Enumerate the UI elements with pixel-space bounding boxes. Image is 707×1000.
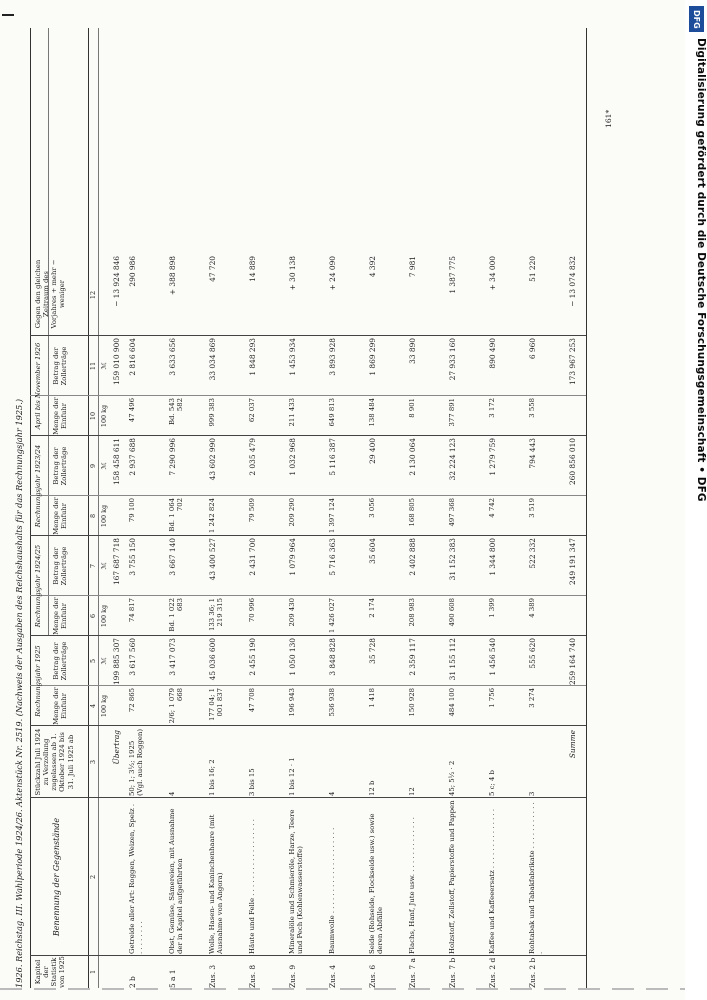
row-g2-menge: 1 426 027 [328,598,336,634]
column-number: 1 [89,969,97,975]
row-g3-menge: 79 509 [248,498,256,523]
header-group1: Rechnungsjahr 1925 [34,645,42,717]
row-g3-menge: 79 100 [128,498,136,523]
row-g1-betrag: 2 359 117 [408,638,417,676]
row-g4-menge: 47 496 [128,398,136,423]
column-number: 7 [89,563,97,569]
row-stueckzahl: 3 bis 15 [248,768,256,796]
header-group4: April bis November 1926 [34,342,42,430]
row-g4-menge: 3 558 [528,398,536,418]
header-benennung: Benennung der Gegenstände [52,817,61,937]
row-difference: 7 981 [408,256,417,278]
row-g4-betrag: 3 633 656 [168,338,177,376]
row-g2-menge: 1 399 [488,598,496,618]
header-menge-3: Menge der Einfuhr [52,497,69,535]
row-g4-menge: 649 813 [328,398,336,427]
row-description: Baumwolle . . . . . . . . . . . . . . . . . . . . [328,827,336,954]
column-number: 12 [89,290,97,300]
row-g2-betrag: 3 755 150 [128,538,137,576]
row-stueckzahl: 45; 5¹⁄₂ · 2 [448,760,456,796]
row-difference: 51 220 [528,256,537,282]
row-kapitel: Zus. 2 b [528,958,537,988]
row-g3-betrag: 43 602 990 [208,438,217,481]
row-difference: + 388 898 [168,256,177,296]
unit-mark-2: ℳ [100,562,108,570]
row-g1-betrag: 2 455 190 [248,638,257,676]
row-g1-menge: 177 04; 1 001 837 [208,688,225,722]
dfg-banner-text: Digitalisierung gefördert durch die Deutsche Forschungsgemeinschaft • DFG [695,38,707,502]
unit-mark-3: ℳ [100,462,108,470]
row-g3-menge: 209 290 [288,498,296,527]
row-g3-betrag: 1 279 759 [488,438,497,476]
row-stueckzahl: 1 bis 12 · 1 [288,757,296,796]
header-stueckzahl: Stückzahl Juli 1924 zu Verzollung zugelassen ab 1. Oktober 1924 bis 31. Juli 1925 ab [34,728,75,796]
row-g2-betrag: 5 716 363 [328,538,337,576]
header-menge-1: Menge der Einfuhr [52,687,69,725]
row-g1-betrag: 35 728 [368,638,377,664]
row-g2-betrag: 35 604 [368,538,377,564]
header-diff: Gegen den gleichen Zeitraum des Vorjahres + mehr − weniger [34,259,67,329]
row-g3-betrag: 2 130 064 [408,438,417,476]
header-betrag-1: Betrag der Zollerträge [52,641,69,681]
row-g2-betrag: 1 079 964 [288,538,297,576]
row-difference: 47 720 [208,256,217,282]
row-description: Wolle, Hasen- und Kaninchenhaare (mit Ausnahme von Angora) [208,814,225,954]
row-description: Häute und Felle . . . . . . . . . . . . . . . . . . [248,819,256,954]
row-g4-menge: 377 891 [448,398,456,427]
row-description: Holzstoff, Zellstoff, Papierstoffe und Pappen [448,800,456,954]
column-number: 11 [89,361,97,371]
row-g2-betrag: 2 402 888 [408,538,417,576]
row-stueckzahl: 3 [528,791,536,796]
dfg-logo: DFG [689,6,704,32]
row-kapitel: 2 b [128,976,137,988]
row-g4-menge: 999 383 [208,398,216,427]
header-betrag-3: Betrag der Zollerträge [52,446,69,486]
row-g1-menge: 196 943 [288,688,296,717]
row-g2-betrag: 522 332 [528,538,537,569]
row-g3-menge: 3 519 [528,498,536,518]
row-g1-betrag: 555 620 [528,638,537,669]
row-g2-menge: 74 817 [128,598,136,623]
row-difference: + 24 090 [328,256,337,291]
row-stueckzahl: 12 [408,787,416,796]
row-kapitel: 5 a 1 [168,969,177,988]
total-label: Summe [568,730,577,759]
total-g4: 173 967 253 [568,338,577,386]
row-kapitel: Zus. 2 d [488,958,497,988]
row-description: Flachs, Hanf, Jute usw. . . . . . . . . . . . . . [408,817,416,954]
column-number: 9 [89,463,97,469]
column-number: 6 [89,613,97,619]
header-betrag-4: Betrag der Zollerträge [52,346,69,386]
row-difference: 1 387 775 [448,256,457,294]
carry-label: Übertrag [112,730,121,765]
row-kapitel: Zus. 4 [328,964,337,988]
row-stueckzahl: 1 bis 16; 2 [208,759,216,796]
row-g3-menge: 497 368 [448,498,456,527]
row-g4-menge: 138 484 [368,398,376,427]
row-g3-betrag: 1 032 968 [288,438,297,476]
column-number: 4 [89,703,97,709]
row-g4-betrag: 1 848 293 [248,338,257,376]
row-g4-betrag: 6 960 [528,338,537,360]
row-g4-betrag: 33 890 [408,338,417,364]
row-stueckzahl: 12 b [368,780,376,796]
row-g3-betrag: 2 937 688 [128,438,137,476]
row-g1-menge: 484 100 [448,688,456,717]
row-g2-menge: 490 608 [448,598,456,627]
row-g3-menge: 4 742 [488,498,496,518]
row-g3-menge: 168 805 [408,498,416,527]
row-description: Getreide aller Art: Roggen, Weizen, Spelz . . . . . . . . . [128,803,145,954]
unit-mark-1: ℳ [100,657,108,665]
row-g3-betrag: 29 400 [368,438,377,464]
row-g2-menge: 133 36; 1 219 315 [208,598,225,632]
row-stueckzahl: 4 [328,791,336,796]
row-description: Mineralöle und Schmieröle, Harze, Teere und Pech (Kohlenwasserstoffe) [288,809,305,954]
row-g3-betrag: 5 116 387 [328,438,337,476]
row-difference: 290 986 [128,256,137,287]
row-kapitel: Zus. 6 [368,964,377,988]
page-number: 161* [604,109,613,128]
row-description: Kaffee und Kaffeeersatz . . . . . . . . . . . . . . [488,808,496,954]
unit-dz-1: 100 kg [100,694,108,718]
row-g1-betrag: 3 848 828 [328,638,337,676]
column-number: 2 [89,874,97,880]
row-description: Obst, Gemüse, Sämereien, mit Ausnahme der in Kapitel aufgeführten [168,808,185,954]
row-g1-menge: 72 865 [128,688,136,713]
dfg-banner [685,0,707,1000]
unit-dz-3: 100 kg [100,504,108,528]
header-kapitel: Kapitel der Statistik von 1925 [34,956,67,988]
carry-g1: 199 885 307 [112,638,121,686]
row-g1-betrag: 3 417 073 [168,638,177,676]
row-g3-menge: 1 242 824 [208,498,216,534]
bottom-scan-rule [0,988,707,990]
row-stueckzahl: 4 [168,791,176,796]
row-g2-betrag: 2 431 700 [248,538,257,576]
row-g1-menge: 536 938 [328,688,336,717]
row-g1-menge: 2/6; 1 079 668 [168,688,185,724]
row-g1-betrag: 1 456 540 [488,638,497,676]
row-g1-menge: 47 708 [248,688,256,713]
row-g1-betrag: 31 155 112 [448,638,457,681]
rule-top [30,28,31,988]
carry-g4: 159 010 900 [112,338,121,386]
row-g3-betrag: 2 035 479 [248,438,257,476]
row-g1-betrag: 1 050 130 [288,638,297,676]
row-g2-menge: 2 174 [368,598,376,618]
row-difference: 14 889 [248,256,257,282]
row-g3-betrag: 32 224 123 [448,438,457,481]
row-g4-menge: 211 433 [288,398,296,427]
col-rule [30,955,586,956]
row-g2-menge: 208 983 [408,598,416,627]
row-g1-betrag: 45 036 600 [208,638,217,681]
row-difference: + 34 000 [488,256,497,291]
rule-colnums [98,28,99,988]
crop-mark [2,14,14,16]
row-kapitel: Zus. 8 [248,964,257,988]
column-number: 10 [89,411,97,421]
page-header [14,28,28,988]
row-g3-menge: 3 056 [368,498,376,518]
unit-dz-2: 100 kg [100,604,108,628]
row-g1-menge: 150 928 [408,688,416,717]
row-g3-menge: 1 397 124 [328,498,336,534]
row-difference: + 30 138 [288,256,297,291]
column-number: 5 [89,658,97,664]
row-kapitel: Zus. 3 [208,964,217,988]
total-diff: − 13 074 832 [568,256,577,307]
row-g4-menge: Bd. 543 582 [168,398,185,426]
row-g3-menge: Bd. 1 064 702 [168,498,185,532]
carry-diff: − 13 924 846 [112,256,121,307]
carry-g2: 167 687 718 [112,538,121,586]
row-stueckzahl: 5 c; 4 b [488,770,496,796]
row-g1-menge: 3 274 [528,688,536,708]
row-g3-betrag: 794 443 [528,438,537,469]
row-g4-betrag: 33 034 869 [208,338,217,381]
header-group3: Rechnungsjahr 1923/24 [34,444,42,528]
row-g4-betrag: 2 816 604 [128,338,137,376]
total-g2: 249 191 347 [568,538,577,586]
row-g4-betrag: 1 453 934 [288,338,297,376]
row-g1-menge: 1 756 [488,688,496,708]
carry-g3: 158 458 611 [112,438,121,486]
col-rule [30,335,586,336]
column-number: 8 [89,513,97,519]
row-kapitel: Zus. 7 b [448,958,457,988]
row-g3-betrag: 7 290 996 [168,438,177,476]
row-description: Rohtabak und Tabakfabrikate . . . . . . . . . . . . [528,802,545,954]
row-g2-menge: 70 996 [248,598,256,623]
page-header-left: 1926. Reichstag. III. Wahlperiode 1924/26. Aktenstück Nr. 2519. (Nachweis der Ausgaben des Reichshaushalts für das Rechnungsjahr 1925.) [14,398,24,988]
row-g4-betrag: 27 933 160 [448,338,457,381]
row-g4-betrag: 3 893 928 [328,338,337,376]
header-group2: Rechnungsjahr 1924/25 [34,544,42,628]
row-difference: 4 392 [368,256,377,278]
row-kapitel: Zus. 7 a [408,958,417,988]
row-g2-betrag: 3 667 140 [168,538,177,576]
row-g2-betrag: 43 400 527 [208,538,217,581]
row-g2-betrag: 1 344 800 [488,538,497,576]
row-kapitel: Zus. 9 [288,964,297,988]
row-g1-betrag: 3 617 560 [128,638,137,676]
row-g1-menge: 1 418 [368,688,376,708]
unit-dz-4: 100 kg [100,404,108,428]
row-g4-menge: 3 172 [488,398,496,418]
header-menge-4: Menge der Einfuhr [52,397,69,435]
rotated-table-page [8,28,658,988]
row-g2-menge: 4 389 [528,598,536,618]
row-stueckzahl: 50; 1; 3¹⁄₂; 1925 (Vgl. auch Roggen) [128,728,145,796]
unit-mark-4: ℳ [100,362,108,370]
header-betrag-2: Betrag der Zollerträge [52,546,69,586]
rule-bottom [586,28,587,988]
column-number: 3 [89,759,97,765]
row-g4-menge: 62 037 [248,398,256,423]
row-g4-menge: 8 901 [408,398,416,418]
total-g3: 260 856 010 [568,438,577,486]
row-g2-menge: Bd. 1 022 683 [168,598,185,632]
row-g4-betrag: 1 869 299 [368,338,377,376]
row-g2-menge: 209 430 [288,598,296,627]
header-menge-2: Menge der Einfuhr [52,597,69,635]
row-g2-betrag: 31 152 383 [448,538,457,581]
row-g4-betrag: 890 490 [488,338,497,369]
row-description: Seide (Rohseide, Flockseide usw.) sowie deren Abfälle [368,813,385,954]
total-g1: 259 164 740 [568,638,577,686]
